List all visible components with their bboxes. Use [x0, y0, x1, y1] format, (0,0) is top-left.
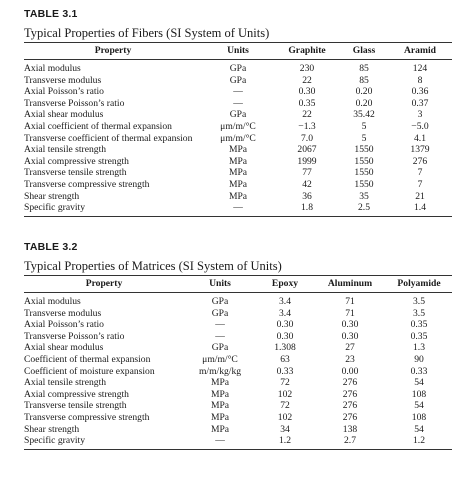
value-cell: 0.30 — [298, 86, 316, 98]
header-units: Units — [209, 278, 231, 289]
property-cell: Coefficient of moisture expansion — [24, 365, 155, 377]
value-cell: 54 — [414, 377, 424, 389]
units-cell: GPa — [229, 63, 247, 74]
header-property: Property — [94, 45, 132, 56]
units-cell: — — [215, 330, 225, 342]
property-cell: Axial shear modulus — [24, 109, 104, 121]
table-row — [24, 60, 452, 75]
value-cell: 1.8 — [301, 202, 313, 214]
table-row — [24, 424, 452, 436]
value-cell: 3.4 — [279, 296, 291, 307]
property-cell: Axial Poisson’s ratio — [24, 86, 104, 98]
value-cell: 1550 — [354, 144, 374, 156]
value-cell: 102 — [277, 388, 293, 400]
table-row — [24, 86, 452, 98]
table-row — [24, 389, 452, 401]
value-cell: 276 — [342, 377, 358, 389]
fibers-properties-table — [24, 42, 452, 217]
property-cell: Transverse Poisson’s ratio — [24, 97, 125, 109]
value-cell: 90 — [414, 353, 424, 365]
value-cell: 0.30 — [276, 330, 294, 342]
property-cell: Transverse modulus — [24, 307, 102, 319]
units-cell: MPa — [228, 190, 248, 202]
table-row — [24, 167, 452, 179]
table-row — [24, 319, 452, 331]
property-cell: Transverse modulus — [24, 74, 102, 86]
header-glass: Glass — [352, 45, 376, 56]
property-cell: Axial modulus — [24, 296, 81, 307]
table-row — [24, 331, 452, 343]
value-cell: 0.33 — [410, 365, 428, 377]
table-row — [24, 156, 452, 168]
value-cell: 85 — [359, 74, 369, 86]
value-cell: 54 — [414, 423, 424, 435]
units-cell: MPa — [228, 144, 248, 156]
table-row — [24, 308, 452, 320]
header-polyamide: Polyamide — [397, 278, 441, 289]
table-caption: Typical Properties of Fibers (SI System of Units) — [24, 26, 270, 40]
value-cell: 3.4 — [279, 307, 291, 319]
property-cell: Axial Poisson’s ratio — [24, 319, 104, 331]
value-cell: 1.2 — [413, 435, 425, 447]
value-cell: 35.42 — [353, 109, 375, 121]
value-cell: 276 — [342, 411, 358, 423]
property-cell: Axial compressive strength — [24, 155, 129, 167]
header-aramid: Aramid — [404, 45, 436, 56]
units-cell: MPa — [210, 400, 230, 412]
units-cell: μm/m/°C — [220, 120, 256, 132]
value-cell: 0.35 — [410, 319, 428, 331]
value-cell: 1.308 — [274, 342, 296, 354]
value-cell: 0.36 — [411, 86, 429, 98]
value-cell: 5 — [361, 120, 367, 132]
property-cell: Specific gravity — [24, 202, 86, 214]
table-row — [24, 75, 452, 87]
value-cell: 35 — [359, 190, 369, 202]
header-epoxy: Epoxy — [271, 278, 299, 289]
value-cell: 124 — [412, 63, 428, 74]
table-row — [24, 144, 452, 156]
value-cell: 1550 — [354, 167, 374, 179]
table-row — [24, 191, 452, 203]
units-cell: — — [215, 435, 225, 447]
table-header-row — [24, 43, 452, 60]
property-cell: Axial shear modulus — [24, 342, 104, 354]
value-cell: 72 — [280, 377, 290, 389]
value-cell: 1999 — [297, 155, 317, 167]
property-cell: Transverse compressive strength — [24, 411, 150, 423]
units-cell: — — [233, 86, 243, 98]
value-cell: 0.30 — [341, 319, 359, 331]
value-cell: 1.2 — [279, 435, 291, 447]
units-cell: μm/m/°C — [202, 353, 238, 365]
value-cell: 3.5 — [413, 296, 425, 307]
value-cell: 108 — [411, 388, 427, 400]
table-row — [24, 293, 452, 308]
table-number: TABLE 3.1 — [24, 8, 78, 20]
value-cell: 108 — [411, 411, 427, 423]
property-cell: Axial modulus — [24, 63, 81, 74]
table-row — [24, 179, 452, 191]
value-cell: 0.00 — [341, 365, 359, 377]
value-cell: 0.37 — [411, 97, 429, 109]
value-cell: 7 — [417, 178, 423, 190]
table-body — [24, 293, 452, 450]
value-cell: 5 — [361, 132, 367, 144]
table-row — [24, 377, 452, 389]
units-cell: MPa — [228, 167, 248, 179]
value-cell: 4.1 — [414, 132, 426, 144]
table-row — [24, 400, 452, 412]
value-cell: 1550 — [354, 155, 374, 167]
table-number: TABLE 3.2 — [24, 241, 78, 253]
value-cell: 0.35 — [298, 97, 316, 109]
value-cell: 22 — [302, 74, 312, 86]
units-cell: MPa — [228, 178, 248, 190]
table-row — [24, 109, 452, 121]
value-cell: 0.33 — [276, 365, 294, 377]
value-cell: 27 — [345, 342, 355, 354]
value-cell: 3 — [417, 109, 423, 121]
value-cell: 85 — [359, 63, 369, 74]
property-cell: Axial tensile strength — [24, 377, 107, 389]
value-cell: 42 — [302, 178, 312, 190]
property-cell: Axial compressive strength — [24, 388, 129, 400]
value-cell: 1379 — [410, 144, 430, 156]
property-cell: Transverse coefficient of thermal expansion — [24, 132, 193, 144]
units-cell: GPa — [229, 74, 247, 86]
table-row — [24, 121, 452, 133]
value-cell: 0.20 — [355, 97, 373, 109]
units-cell: GPa — [211, 307, 229, 319]
table-row — [24, 366, 452, 378]
value-cell: 34 — [280, 423, 290, 435]
property-cell: Transverse Poisson’s ratio — [24, 330, 125, 342]
table-row — [24, 98, 452, 110]
table-caption: Typical Properties of Matrices (SI System of Units) — [24, 259, 282, 273]
units-cell: MPa — [210, 423, 230, 435]
table-row — [24, 435, 452, 449]
table-row — [24, 412, 452, 424]
property-cell: Coefficient of thermal expansion — [24, 353, 151, 365]
value-cell: 77 — [302, 167, 312, 179]
value-cell: 72 — [280, 400, 290, 412]
value-cell: 0.35 — [410, 330, 428, 342]
property-cell: Transverse tensile strength — [24, 167, 127, 179]
units-cell: μm/m/°C — [220, 132, 256, 144]
value-cell: 276 — [342, 400, 358, 412]
units-cell: GPa — [229, 109, 247, 121]
units-cell: GPa — [211, 296, 229, 307]
header-aluminum: Aluminum — [327, 278, 373, 289]
value-cell: 7.0 — [301, 132, 313, 144]
units-cell: MPa — [210, 411, 230, 423]
property-cell: Shear strength — [24, 423, 80, 435]
value-cell: 3.5 — [413, 307, 425, 319]
value-cell: 21 — [415, 190, 425, 202]
value-cell: 0.20 — [355, 86, 373, 98]
units-cell: MPa — [210, 377, 230, 389]
value-cell: 71 — [345, 307, 355, 319]
property-cell: Axial tensile strength — [24, 144, 107, 156]
value-cell: 276 — [412, 155, 428, 167]
value-cell: 22 — [302, 109, 312, 121]
units-cell: — — [233, 97, 243, 109]
value-cell: 0.30 — [341, 330, 359, 342]
table-row — [24, 133, 452, 145]
value-cell: 2067 — [297, 144, 317, 156]
value-cell: 1.4 — [414, 202, 426, 214]
property-cell: Transverse tensile strength — [24, 400, 127, 412]
value-cell: 0.30 — [276, 319, 294, 331]
value-cell: 1550 — [354, 178, 374, 190]
property-cell: Specific gravity — [24, 435, 86, 447]
value-cell: 71 — [345, 296, 355, 307]
units-cell: GPa — [211, 342, 229, 354]
units-cell: m/m/kg/kg — [198, 365, 242, 377]
fibers-table-block — [24, 8, 452, 217]
value-cell: −1.3 — [298, 120, 316, 132]
units-cell: — — [215, 319, 225, 331]
table-row — [24, 202, 452, 216]
value-cell: 1.3 — [413, 342, 425, 354]
table-row — [24, 354, 452, 366]
units-cell: — — [233, 202, 243, 214]
units-cell: MPa — [210, 388, 230, 400]
property-cell: Axial coefficient of thermal expansion — [24, 120, 172, 132]
value-cell: 8 — [417, 74, 423, 86]
value-cell: 2.7 — [344, 435, 356, 447]
value-cell: 36 — [302, 190, 312, 202]
value-cell: −5.0 — [411, 120, 429, 132]
value-cell: 7 — [417, 167, 423, 179]
table-body — [24, 60, 452, 217]
property-cell: Transverse compressive strength — [24, 178, 150, 190]
header-units: Units — [227, 45, 249, 56]
value-cell: 54 — [414, 400, 424, 412]
table-header-row — [24, 276, 452, 293]
value-cell: 63 — [280, 353, 290, 365]
value-cell: 2.5 — [358, 202, 370, 214]
value-cell: 102 — [277, 411, 293, 423]
value-cell: 138 — [342, 423, 358, 435]
table-row — [24, 342, 452, 354]
header-graphite: Graphite — [288, 45, 326, 56]
property-cell: Shear strength — [24, 190, 80, 202]
value-cell: 230 — [299, 63, 315, 74]
units-cell: MPa — [228, 155, 248, 167]
value-cell: 276 — [342, 388, 358, 400]
matrices-properties-table — [24, 275, 452, 450]
matrices-table-block — [24, 241, 452, 450]
value-cell: 23 — [345, 353, 355, 365]
header-property: Property — [85, 278, 123, 289]
